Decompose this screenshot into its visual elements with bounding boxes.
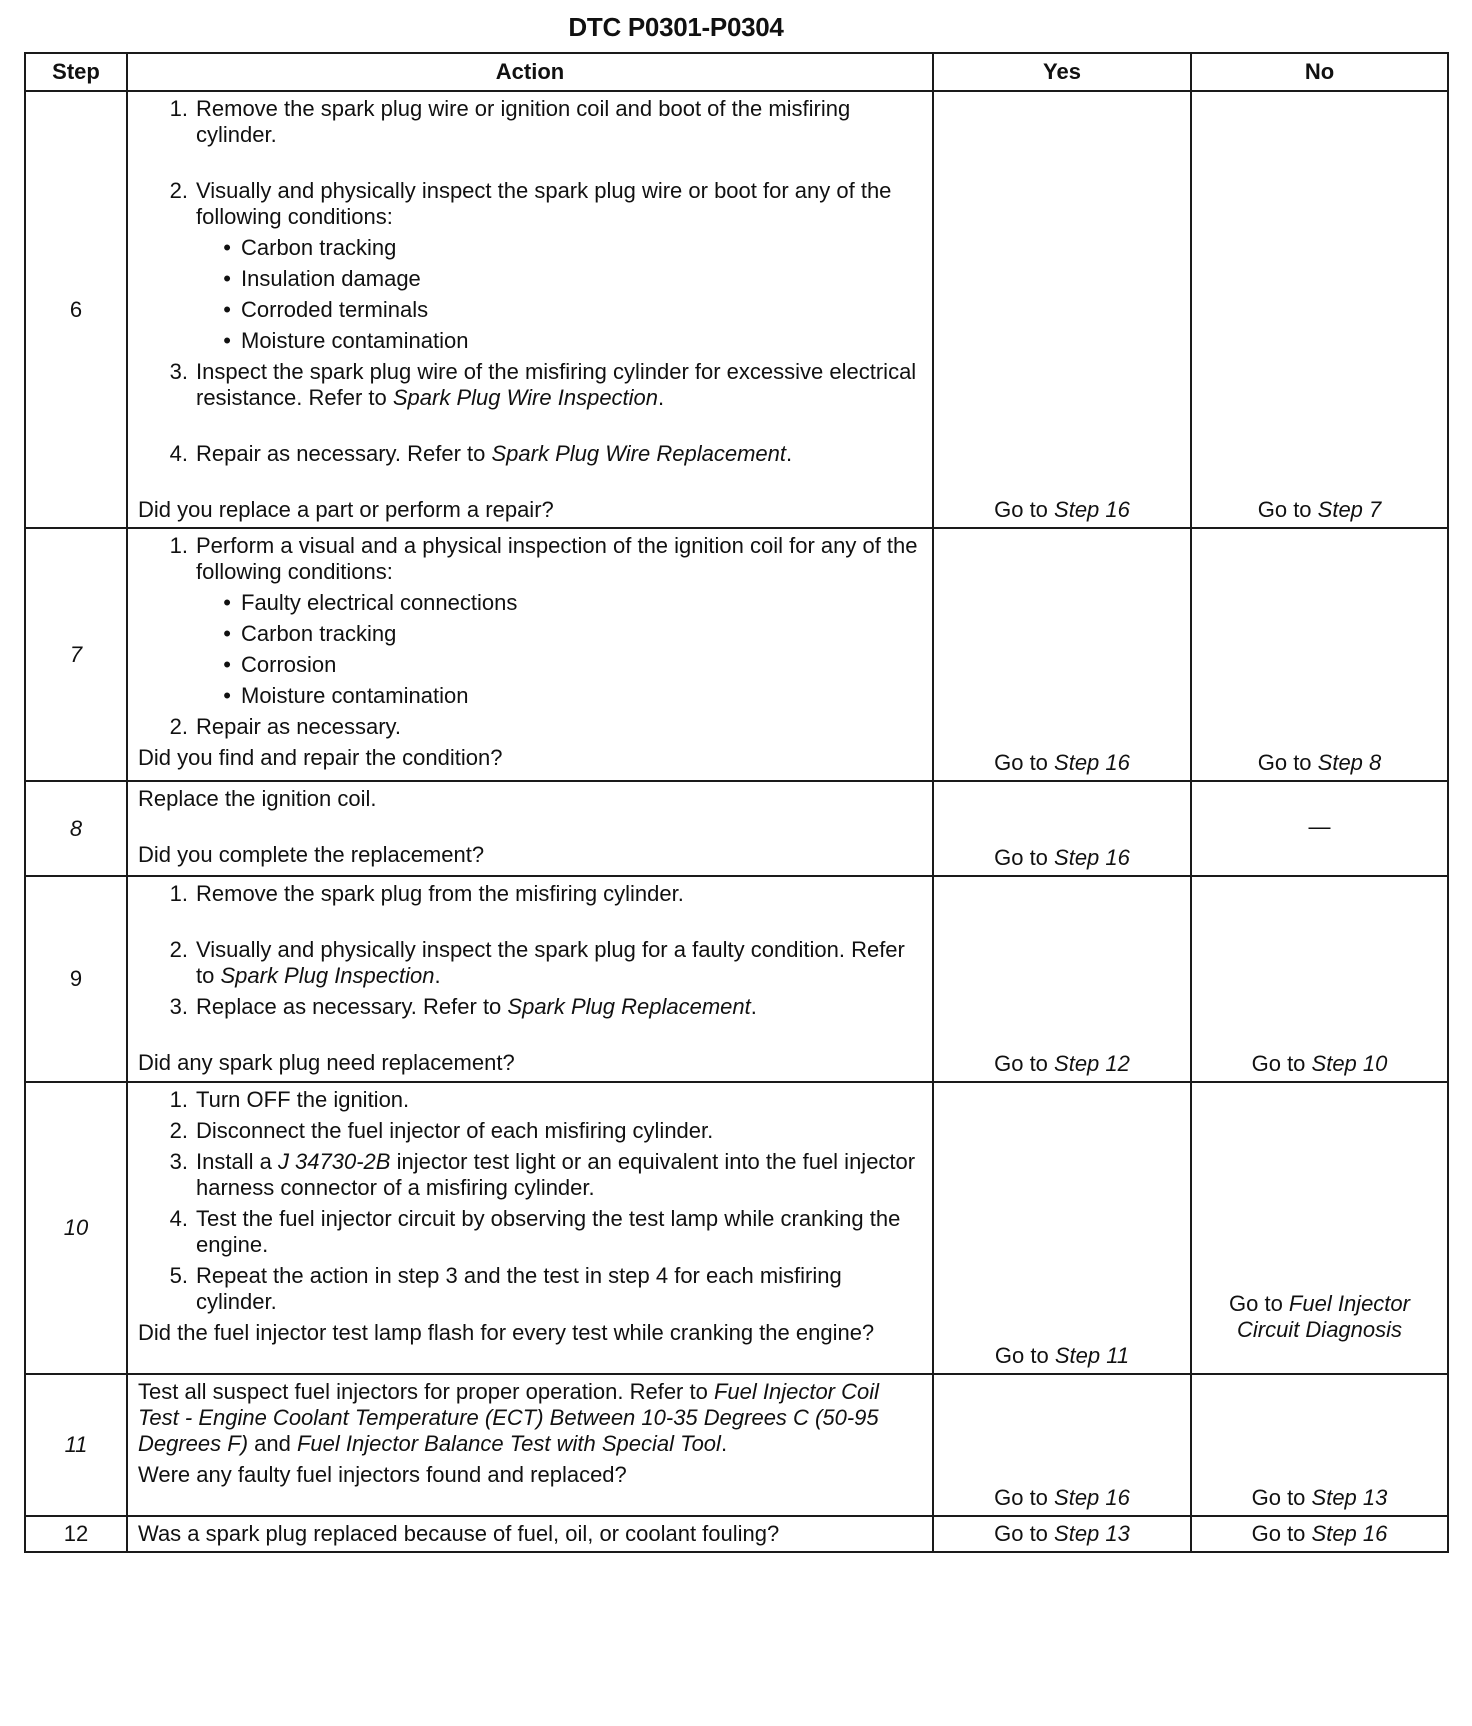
list-item: 4. Repair as necessary. Refer to Spark Plug Wire Replacement. — [169, 441, 793, 466]
step-number: 9 — [25, 876, 127, 1082]
reference-link: Spark Plug Wire Inspection — [392, 385, 659, 410]
list-item: 1. Turn OFF the ignition. — [169, 1087, 410, 1112]
action-cell: Test all suspect fuel injectors for proper operation. Refer to Fuel Injector Coil Test - Engine Coolant Temperature (ECT) Between 10-35 Degrees C (50-95 Degrees F) and Fuel Injector Balance Test with Special Tool. Were any faulty fuel injectors found and replaced? — [127, 1374, 933, 1516]
list-item: 4. Test the fuel injector circuit by observing the test lamp while cranking the engine. — [169, 1206, 901, 1257]
question: Did you replace a part or perform a repair? — [138, 497, 554, 522]
list-item: 3. Install a J 34730-2B injector test light or an equivalent into the fuel injector harness connector of a misfiring cylinder. — [169, 1149, 916, 1200]
no-cell: Go to Step 10 — [1191, 876, 1448, 1082]
list-item: 2. Visually and physically inspect the spark plug wire or boot for any of the following conditions: — [169, 178, 892, 229]
header-no: No — [1191, 53, 1448, 91]
bullet-item: • Moisture contamination — [223, 328, 469, 353]
no-cell: Go to Step 16 — [1191, 1516, 1448, 1552]
table-row-step-8 — [25, 781, 1448, 876]
reference-link: Spark Plug Inspection — [220, 963, 435, 988]
no-cell: Go to Step 8 — [1191, 528, 1448, 781]
no-cell: Go to Step 7 — [1191, 91, 1448, 528]
table-row-step-10 — [25, 1082, 1448, 1374]
bullet-item: • Faulty electrical connections — [223, 590, 518, 615]
question: Did the fuel injector test lamp flash for every test while cranking the engine? — [138, 1320, 875, 1345]
question: Was a spark plug replaced because of fuel, oil, or coolant fouling? — [138, 1521, 780, 1546]
diagnostic-table — [24, 52, 1449, 1553]
action-cell — [127, 528, 933, 781]
yes-cell: Go to Step 16 — [933, 91, 1191, 528]
yes-cell: Go to Step 16 — [933, 528, 1191, 781]
question: Did you find and repair the condition? — [138, 745, 503, 770]
bullet-item: • Moisture contamination — [223, 683, 469, 708]
header-action: Action — [127, 53, 933, 91]
list-item: 2. Repair as necessary. — [169, 714, 402, 739]
header-row — [25, 53, 1448, 91]
reference-link: Fuel Injector Balance Test with Special Tool — [296, 1431, 721, 1456]
list-item: 5. Repeat the action in step 3 and the test in step 4 for each misfiring cylinder. — [169, 1263, 842, 1314]
list-item: 2. Disconnect the fuel injector of each misfiring cylinder. — [169, 1118, 714, 1143]
reference-link: Spark Plug Replacement — [507, 994, 751, 1019]
header-step: Step — [25, 53, 127, 91]
action-cell: Replace the ignition coil. Did you complete the replacement? — [127, 781, 933, 876]
bullet-item: • Carbon tracking — [223, 621, 397, 646]
bullet-item: • Corrosion — [223, 652, 337, 677]
yes-cell: Go to Step 11 — [933, 1082, 1191, 1374]
step-number: 8 — [25, 781, 127, 876]
step-number: 12 — [25, 1516, 127, 1552]
list-item: 2. Visually and physically inspect the spark plug for a faulty condition. Refer to Spark Plug Inspection. — [169, 937, 905, 988]
table-row-step-11 — [25, 1374, 1448, 1516]
yes-cell: Go to Step 16 — [933, 1374, 1191, 1516]
bullet-item: • Carbon tracking — [223, 235, 397, 260]
no-cell: Go to Step 13 — [1191, 1374, 1448, 1516]
page-title: DTC P0301-P0304 — [568, 12, 784, 42]
bullet-item: • Insulation damage — [223, 266, 421, 291]
step-number: 11 — [25, 1374, 127, 1516]
action-cell — [127, 1082, 933, 1374]
dash-placeholder: — — [1308, 813, 1331, 839]
step-number: 10 — [25, 1082, 127, 1374]
header-yes: Yes — [933, 53, 1191, 91]
table-row-step-6 — [25, 91, 1448, 528]
list-item: 1. Remove the spark plug wire or ignition coil and boot of the misfiring cylinder. — [169, 96, 851, 147]
list-item: 3. Inspect the spark plug wire of the misfiring cylinder for excessive electrical resistance. Refer to Spark Plug Wire Inspection. — [169, 359, 917, 410]
question: Were any faulty fuel injectors found and replaced? — [138, 1462, 627, 1487]
step-number: 7 — [25, 528, 127, 781]
yes-cell: Go to Step 12 — [933, 876, 1191, 1082]
bullet-item: • Corroded terminals — [223, 297, 429, 322]
table-row-step-12 — [25, 1516, 1448, 1552]
table-row-step-7 — [25, 528, 1448, 781]
list-item: 1. Perform a visual and a physical inspection of the ignition coil for any of the following conditions: — [169, 533, 918, 584]
yes-cell: Go to Step 16 — [933, 781, 1191, 876]
yes-cell: Go to Step 13 — [933, 1516, 1191, 1552]
question: Did you complete the replacement? — [138, 842, 485, 867]
reference-link: Spark Plug Wire Replacement — [491, 441, 786, 466]
list-item: 1. Remove the spark plug from the misfiring cylinder. — [169, 881, 684, 906]
no-cell — [1191, 781, 1448, 876]
action-cell — [127, 91, 933, 528]
step-number: 6 — [25, 91, 127, 528]
reference-link: Fuel Injector Coil Test - Engine Coolant Temperature (ECT) Between 10-35 Degrees C (50-95 Degrees F) — [138, 1379, 880, 1456]
action-cell — [127, 1516, 933, 1552]
question: Did any spark plug need replacement? — [138, 1050, 515, 1075]
action-cell — [127, 876, 933, 1082]
table-row-step-9 — [25, 876, 1448, 1082]
list-item: 3. Replace as necessary. Refer to Spark Plug Replacement. — [169, 994, 757, 1019]
no-cell: Go to Fuel Injector Circuit Diagnosis — [1191, 1082, 1448, 1374]
tool-reference: J 34730-2B — [277, 1149, 391, 1174]
